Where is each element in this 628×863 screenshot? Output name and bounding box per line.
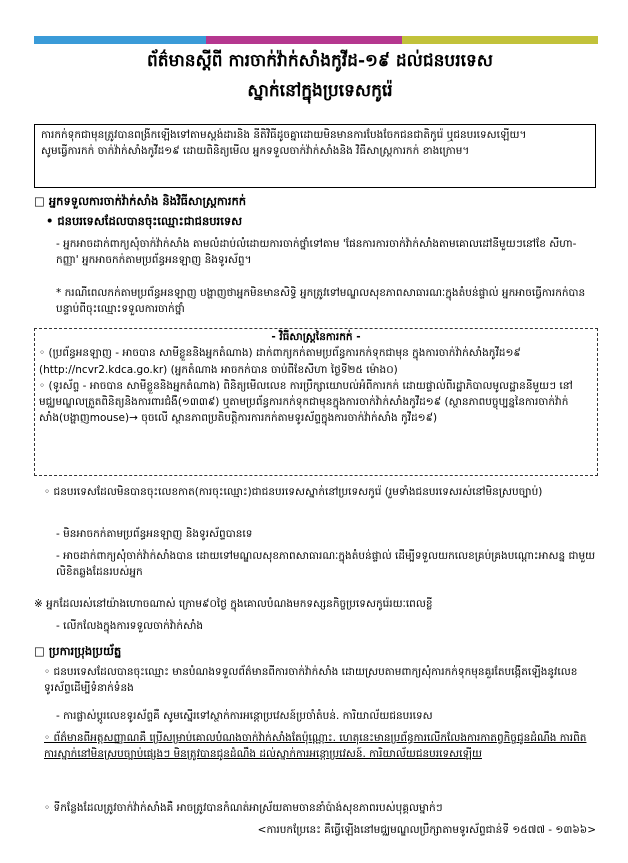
- intro-text-1: ការកក់ទុកជាមុនត្រូវបានពង្រីកឡើងទៅតាមស្តង់ដារនិង នីតិវិធីដូចគ្នាដោយមិនមានការបែងចែកជនជាតិកូរ៉េ ឬជនបរទេសឡើយ។: [41, 129, 527, 141]
- eligibility-text: - អ្នកអាចដាក់ពាក្យសុំចាក់វ៉ាក់សាំង តាមលំដាប់លំដោយការចាក់ថ្នាំទៅតាម 'ផែនការការចាក់វ៉ាក់សាំងតាមគោលដៅនីមួយៗនៅខែ សីហា-កញ្ញា' អ្នកអាចកក់តាមប្រព័ន្ធអនឡាញ និងទូរស័ព្ទ។: [56, 238, 577, 267]
- online-method-text: ◦ (ប្រព័ន្ធអនឡាញ - អាចបាន សាមីខ្លួននិងអ្នកតំណាង) ដាក់ពាក្យកក់តាមប្រព័ន្ធការកក់ទុកជាមុន ក្នុងការចាក់វ៉ាក់សាំងកូវីដ១៩ (http://ncvr2.kdca.go.kr) (អ្នកតំណាង អាចកក់បាន ចាប់ពីខែសីហា ថ្ងៃទី២៥ ម៉ោង០): [39, 347, 521, 376]
- unregistered-note-1: - មិនអាចកក់តាមប្រព័ន្ធអនឡាញ និងទូរស័ព្ទបានទេ: [56, 528, 253, 540]
- reservation-method-box: [34, 328, 598, 476]
- color-stripe-magenta: [206, 36, 402, 44]
- eligibility-note: * ករណីពេលកក់តាមប្រព័ន្ធអនឡាញ បង្ហាញថាអ្នកមិនមានសិទ្ធិ អ្នកត្រូវទៅមណ្ឌលសុខភាពសាធារណៈក្នុងតំបន់ផ្ទាល់ អ្នកអាចធ្វើការកក់បាន បន្ទាប់ពីចុះឈ្មោះទទួលការចាក់ថ្នាំ: [56, 287, 586, 316]
- method-box-caption: - វិធីសាស្ត្រនៃការកក់ -: [271, 331, 361, 343]
- color-stripe-olive: [402, 36, 598, 44]
- subheading-registered: • ជនបរទេសដែលបានចុះឈ្មោះជាជនបរទេស: [46, 214, 243, 228]
- translation-footer: <ការបកប្រែនេះ គឺធ្វើឡើងនៅមជ្ឈមណ្ឌលប្រឹក្សាតាមទូរស័ព្ទជាន់ទី ១៥៧៧ - ១៣៦៦>: [257, 824, 596, 836]
- precaution-text-2: - ការផ្លាស់ប្ដូរលេខទូរស័ព្ទគឺ សូមស្នើរទៅស្ថាក់ការអន្តោប្រវេសន៍ប្រចាំតំបន់. ការិយាល័យជនបរទេស: [56, 710, 433, 722]
- intro-box: [34, 124, 596, 188]
- page-title-line1: ព័ត៌មានស្ដីពី ការចាក់វ៉ាក់សាំងកូវីដ-១៩ ដល់ជនបរទេស: [147, 51, 493, 71]
- exemption-note: - លើកលែងក្នុងការទទួលចាក់វ៉ាក់សាំង: [56, 620, 204, 632]
- section-heading-precautions: □ ប្រការប្រុងប្រយ័ត្ន: [34, 644, 122, 658]
- section-heading-eligibility: □ អ្នកទទួលការចាក់វ៉ាក់សាំង និងវិធីសាស្ត្រការកក់: [34, 194, 247, 208]
- color-stripe-blue: [34, 36, 206, 44]
- privacy-notice: ◦ ព័ត៌មានពីអត្តសញ្ញាណគឺ ប្រើសម្រាប់គោលបំណងចាក់វ៉ាក់សាំងតែប៉ុណ្ណោះ. ហេតុនេះមានប្រព័ន្ធការលើកលែងការកាតព្វកិច្ចជូនដំណឹង ការពិតការស្នាក់នៅមិនស្របច្បាប់ផ្សេងៗ មិនត្រូវបានជូនដំណឹង ដល់ស្នាក់ការអន្តោប្រវេសន៍. ការិយាល័យជនបរទេសឡើយ: [44, 732, 587, 761]
- precaution-text-4: ◦ ទីកន្លែងដែលត្រូវចាក់វ៉ាក់សាំងគឺ អាចត្រូវបានកំណត់អាស្រ័យតាមចាននាំប៉ាង់សុខភាពរបស់បុគ្គលម្នាក់ៗ: [44, 802, 443, 814]
- unregistered-text: ◦ ជនបរទេសដែលមិនបានចុះលេខកាត(ការចុះឈ្មោះ)ជាជនបរទេសស្នាក់នៅប្រទេសកូរ៉េ (រួមទាំងជនបរទេសរស់នៅមិនស្របច្បាប់): [44, 486, 543, 498]
- phone-method-text: ◦ (ទូរស័ព្ទ - អាចបាន សាមីខ្លួននិងអ្នកតំណាង) ពិនិត្យមើលលេខ ការប្រឹក្សាយោបល់អំពីការកក់ ដោយផ្ទាល់ពីរដ្ឋាភិបាលមូលដ្ឋាននីមួយៗ នៅមជ្ឈមណ្ឌលត្រួតពិនិត្យនិងការពារជំងឺ(១៣៣៩) ឬតាមប្រព័ន្ធការកក់ទុកជាមុនក្នុងការចាក់វ៉ាក់សាំងកូវីដ១៩ (ស្ថានភាពបច្ចុប្បន្ននៃការចាក់វ៉ាក់សាំង(បង្ហាញmouse)→ ចុចលើ ស្ថានភាពប្រតិបត្តិការការកក់តាមទូរស័ព្ទក្នុងការចាក់វ៉ាក់សាំង កូវីដ១៩): [39, 379, 573, 425]
- unregistered-note-2: - អាចដាក់ពាក្យសុំចាក់វ៉ាក់សាំងបាន ដោយទៅមណ្ឌលសុខភាពសាធារណៈក្នុងតំបន់ផ្ទាល់ ដើម្បីទទួលយកលេខគ្រប់គ្រងបណ្តោះអាសន្ន ជាមួយលិខិតឆ្លងដែនរបស់អ្នក: [56, 550, 596, 579]
- page-title-line2: ស្នាក់នៅក្នុងប្រទេសកូរ៉េ: [247, 81, 393, 101]
- intro-text-2: សូមធ្វើការកក់ ចាក់វ៉ាក់សាំងកូវីដ១៩ ដោយពិនិត្យមើល អ្នកទទួលចាក់វ៉ាក់សាំងនិង វិធីសាស្ត្រការកក់ ខាងក្រោម។: [41, 145, 470, 158]
- precaution-text-1: ◦ ជនបរទេសដែលបានចុះឈ្មោះ មានបំណងទទួលព័ត៌មានពីការចាក់វ៉ាក់សាំង ដោយស្របតាមពាក្យសុំការកក់ទុកមុនគួរតែបង្កើតឡើងនូវលេខទូរស័ព្ទដើម្បីទំនាក់ទំនង: [44, 666, 578, 695]
- short-term-visitor-note: ※ អ្នកដែលរស់នៅយ៉ាងហោចណាស់ ក្រោម៩០ថ្ងៃ ក្នុងគោលបំណងមកទស្សនកិច្ចប្រទេសកូរ៉េរយៈពេលខ្លី: [34, 598, 433, 610]
